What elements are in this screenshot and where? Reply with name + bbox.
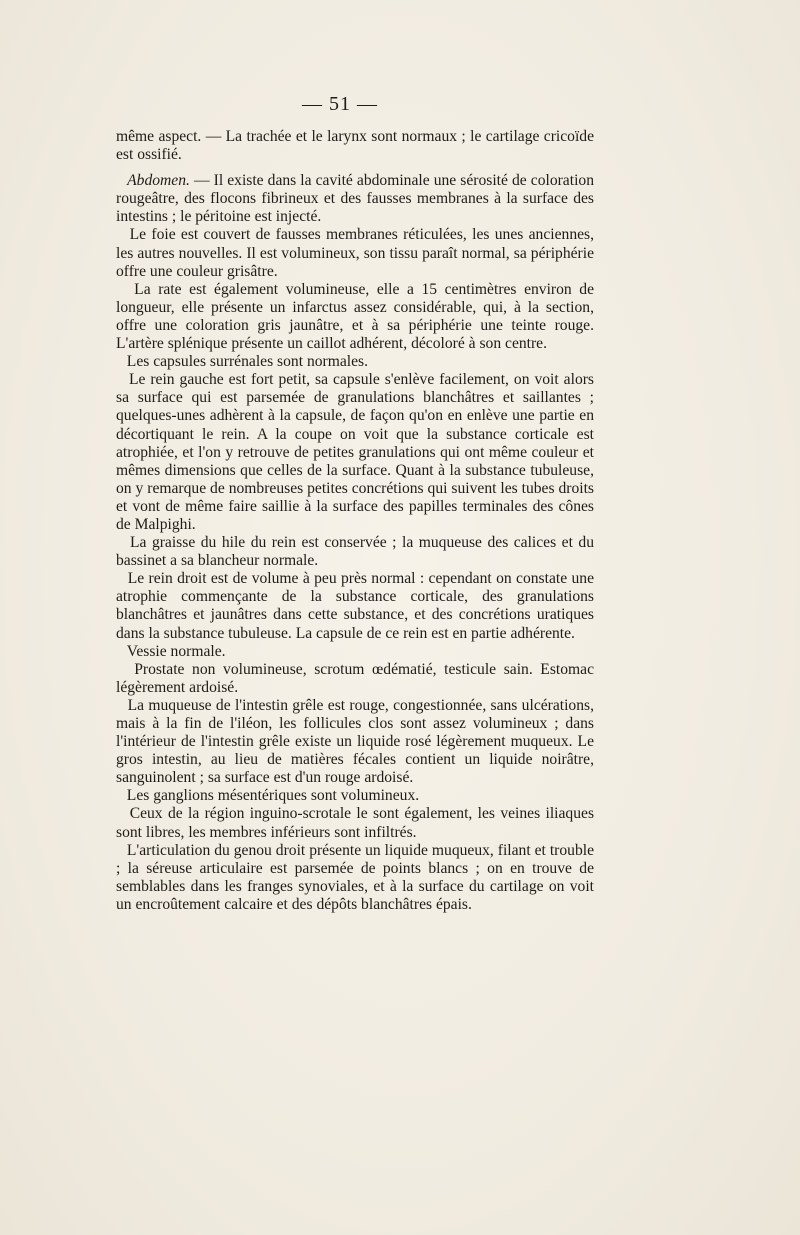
paragraph-rein-gauche — [116, 371, 594, 534]
paragraph-foie-text: Le foie est couvert de fausses membranes réticulées, les unes anciennes, les autres nouvelles. Il est volumineux, son tissu paraît normal, sa périphérie offre une couleur grisâtre. — [116, 226, 595, 280]
paragraph-1: même aspect. — La trachée et le larynx sont normaux ; le cartilage cricoïde est ossifié. — [116, 128, 594, 164]
paragraph-rate-text: La rate est également volumineuse, elle a 15 centimètres environ de longueur, elle présente un infarctus assez considérable, qui, à la section, offre une coloration gris jaunâtre, et à sa périphérie une teinte rouge. L'artère splénique présente un caillot adhérent, décoloré à son centre. — [116, 280, 595, 353]
paragraph-intestin-text: La muqueuse de l'intestin grêle est rouge, congestionnée, sans ulcérations, mais à la fin de l'iléon, les follicules clos sont assez volumineux ; dans l'intérieur de l'intestin grêle existe un liquide rosé légèrement muqueux. Le gros intestin, au lieu de matières fécales contient un liquide noirâtre, sanguinolent ; sa surface est d'un rouge ardoisé. — [116, 696, 594, 787]
paragraph-rein-droit — [116, 570, 594, 642]
paragraph-graisse-text: La graisse du hile du rein est conservée ; la muqueuse des calices et du bassinet a sa blancheur normale. — [116, 534, 595, 570]
paragraph-graisse — [116, 534, 594, 570]
section-heading-abdomen: Abdomen. — [127, 172, 190, 190]
paragraph-gap — [116, 164, 594, 172]
paragraph-capsules-text: Les capsules surrénales sont normales. — [126, 353, 368, 371]
paragraph-prostate-text: Prostate non volumineuse, scrotum œdématié, testicule sain. Estomac légèrement ardoisé. — [116, 660, 595, 696]
paragraph-rate — [116, 281, 594, 353]
paragraph-intestin — [116, 697, 594, 787]
paragraph-abdomen — [116, 172, 594, 226]
page-number: — 51 — — [302, 93, 378, 115]
paragraph-prostate — [116, 661, 594, 697]
paragraph-rein-droit-text: Le rein droit est de volume à peu près normal : cependant on constate une atrophie commençante de la substance corticale, des granulations blanchâtres et jaunâtres dans cette substance, et des concrétions uratiques dans la substance tubuleuse. La capsule de ce rein est en partie adhérente. — [116, 570, 595, 642]
paragraph-inguino — [116, 805, 594, 841]
paragraph-inguino-text: Ceux de la région inguino-scrotale le sont également, les veines iliaques sont libres, les membres inférieurs sont infiltrés. — [116, 805, 595, 841]
paragraph-genou-text: L'articulation du genou droit présente un liquide muqueux, filant et trouble ; la séreuse articulaire est parsemée de points blancs ; on en trouve de semblables dans les franges synoviales, et à la surface du cartilage on voit un encroûtement calcaire et des dépôts blanchâtres épais. — [116, 841, 595, 913]
paragraph-rein-gauche-text: Le rein gauche est fort petit, sa capsule s'enlève facilement, on voit alors sa surface qui est parsemée de granulations blanchâtres et saillantes ; quelques-unes adhèrent à la capsule, de façon qu'on en enlève une partie en décortiquant le rein. A la coupe on voit que la substance corticale est atrophiée, et l'on y retrouve de petites granulations qui ont même couleur et mêmes dimensions que celles de la surface. Quant à la substance tubuleuse, on y remarque de nombreuses petites concrétions qui suivent les tubes droits et vont de même faire saillie à la surface des papilles terminales des cônes de Malpighi. — [116, 371, 594, 533]
body-text — [116, 128, 594, 914]
paragraph-ganglions — [116, 787, 594, 805]
paragraph-abdomen-text: — Il existe dans la cavité abdominale une sérosité de coloration rougeâtre, des flocons fibrineux et des fausses membranes à la surface des intestins ; le péritoine est injecté. — [116, 172, 594, 226]
paragraph-ganglions-text: Les ganglions mésentériques sont volumineux. — [126, 787, 420, 805]
paragraph-genou — [116, 842, 594, 914]
paragraph-capsules — [116, 353, 594, 371]
paragraph-foie — [116, 226, 594, 280]
paragraph-vessie — [116, 643, 594, 661]
paragraph-vessie-text: Vessie normale. — [126, 642, 226, 660]
